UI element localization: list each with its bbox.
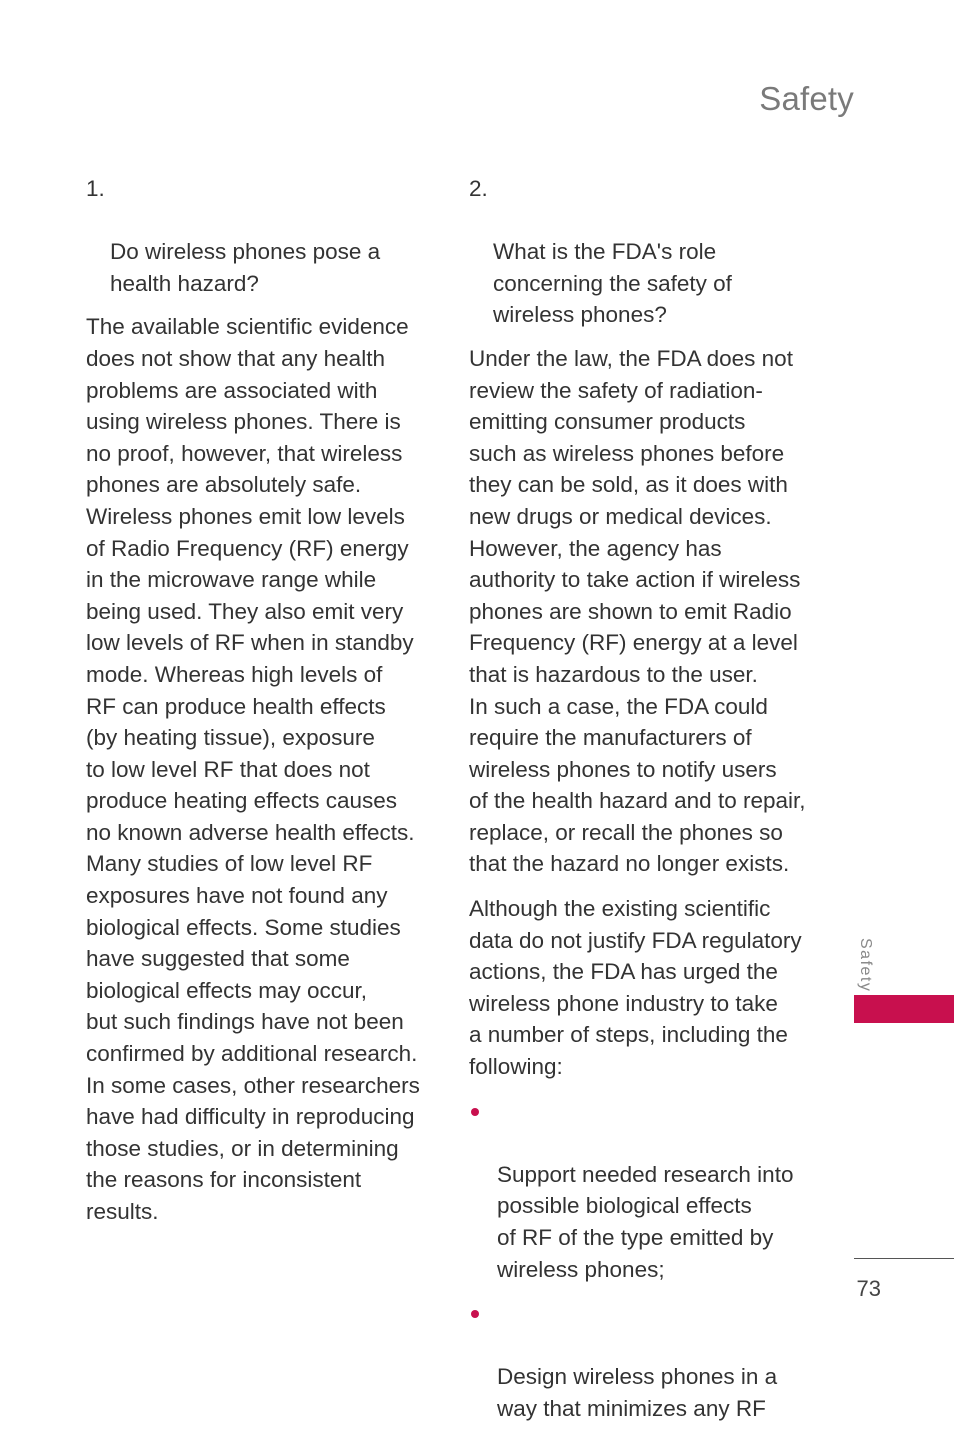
question-1-heading [86,173,442,299]
left-column [86,173,442,1241]
question-1-title: Do wireless phones pose a health hazard? [110,239,381,296]
question-2-number: 2. [469,176,488,201]
list-item-text: Design wireless phones in a way that minimizes any RF [497,1364,778,1421]
question-2-heading [469,173,825,331]
bullet-dot-icon [471,1108,479,1116]
question-1-number: 1. [86,176,105,201]
bullet-dot-icon [471,1310,479,1318]
question-2-answer-paragraph-2: Although the existing scientific data do not justify FDA regulatory actions, the FDA has urged the wireless phone industry to take a number of steps, including the following: [469,896,802,1080]
page-title: Safety [759,80,854,117]
fda-steps-list [469,1096,825,1425]
list-item [469,1298,825,1424]
right-column [469,173,825,1438]
question-2-title: What is the FDA's role concerning the safety of wireless phones? [493,239,732,328]
list-item [469,1096,825,1286]
question-1-answer: The available scientific evidence does not show that any health problems are associated with using wireless phones. There is no proof, however, that wireless phones are absolutely safe. Wireless phones emit low levels of Radio Frequency (RF) energy in the microwave range while being used. They also emit very low levels of RF when in standby mode. Whereas high levels of RF can produce health effects (by heating tissue), exposure to low level RF that does not produce heating effects causes no known adverse health effects. Many studies of low level RF exposures have not found any biological effects. Some studies have suggested that some biological effects may occur, but such findings have not been confirmed by additional research. In some cases, other researchers have had difficulty in reproducing those studies, or in determining the reasons for inconsistent results. [86,314,420,1224]
list-item-text: Support needed research into possible biological effects of RF of the type emitted by wireless phones; [497,1161,794,1282]
page-number: 73 [856,1276,881,1301]
question-2-answer-paragraph-1: Under the law, the FDA does not review the safety of radiation- emitting consumer products such as wireless phones before they can be sold, as it does with new drugs or medical devices. However, the agency has authority to take action if wireless phones are shown to emit Radio Frequency (RF) energy at a level that is hazardous to the user. In such a case, the FDA could require the manufacturers of wireless phones to notify users of the health hazard and to repair, replace, or recall the phones so that the hazard no longer exists. [469,345,806,877]
footer-divider [854,1258,954,1259]
side-tab-label: Safety [857,938,874,993]
side-tab-bar [854,995,954,1023]
